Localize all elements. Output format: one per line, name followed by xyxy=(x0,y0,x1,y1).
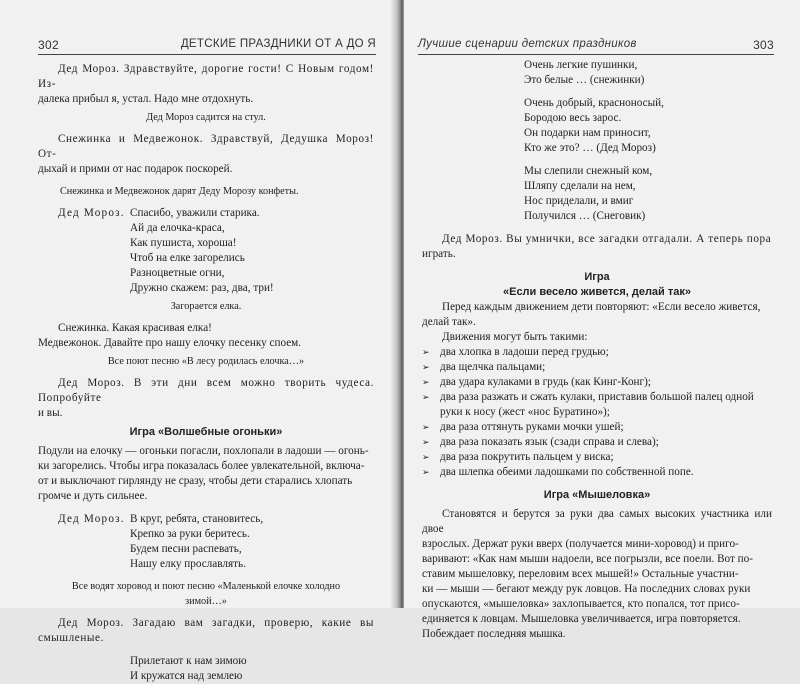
left-page xyxy=(0,0,398,682)
verse-line: Разноцветные огни, xyxy=(130,267,225,279)
stage-direction: Все поют песню «В лесу родилась елочка…» xyxy=(107,356,305,367)
verse-line: Будем песни распевать, xyxy=(130,543,242,555)
running-title: Лучшие сценарии детских праздников xyxy=(418,38,637,50)
text-line: Дед Мороз. В эти дни всем можно творить чудеса. Попробуйте xyxy=(38,377,374,404)
page-number: 303 xyxy=(753,38,774,52)
verse-line: И кружатся над землею xyxy=(130,670,243,682)
page-number: 302 xyxy=(38,38,59,52)
list-item: ➢ два раза покрутить пальцем у виска; xyxy=(422,450,772,465)
text-line: ки — мыши — бегают между рук ловцов. На последних словах руки xyxy=(422,583,751,595)
text-line: Снежинка. Какая красивая елка! xyxy=(58,322,212,334)
stage-direction: зимой…» xyxy=(185,596,227,607)
section-heading: Игра «Мышеловка» xyxy=(543,489,651,501)
verse-line: Прилетают к нам зимою xyxy=(130,655,247,667)
list-item: ➢ два щелчка пальцами; xyxy=(422,360,772,375)
running-title: ДЕТСКИЕ ПРАЗДНИКИ ОТ А ДО Я xyxy=(180,38,376,50)
section-heading: Игра «Волшебные огоньки» xyxy=(129,426,283,438)
right-body xyxy=(422,58,772,642)
text-line: взрослых. Держат руки вверх (получается мини-хоровод) и приго- xyxy=(422,538,739,550)
text-line: Перед каждым движением дети повторяют: «Если весело живется, xyxy=(442,301,761,313)
left-body xyxy=(38,62,374,684)
verse-line: Спасибо, уважили старика. xyxy=(130,207,260,219)
verse-line: Это белые … (снежинки) xyxy=(524,74,645,86)
speaker: Дед Мороз. xyxy=(58,207,125,219)
section-heading: «Если весело живется, делай так» xyxy=(502,286,691,298)
text-line: Дед Мороз. Вы умнички, все загадки отгадали. А теперь пора xyxy=(442,233,772,245)
text-line: Подули на елочку — огоньки погасли, похлопали в ладоши — огонь- xyxy=(38,445,369,457)
stage-direction: Снежинка и Медвежонок дарят Деду Морозу конфеты. xyxy=(60,186,299,197)
list-item: ➢ два хлопка в ладоши перед грудью; xyxy=(422,345,772,360)
stage-direction: Дед Мороз садится на стул. xyxy=(146,112,266,123)
list-item: ➢ два раза разжать и сжать кулаки, приставив большой палец одной xyxy=(422,390,772,405)
verse-line: Мы слепили снежный ком, xyxy=(524,165,653,177)
verse-line: Бородою весь зарос. xyxy=(524,112,622,124)
text-line: Дед Мороз. Загадаю вам загадки, проверю, какие вы смышленые. xyxy=(38,617,374,644)
text-line: Снежинка и Медвежонок. Здравствуй, Дедушка Мороз! От- xyxy=(38,133,374,160)
list-item: ➢ два удара кулаками в грудь (как Кинг-Конг); xyxy=(422,375,772,390)
text-line: и вы. xyxy=(38,407,63,419)
text-line: играть. xyxy=(422,248,456,260)
speaker: Дед Мороз. xyxy=(58,513,125,525)
stage-direction: Загорается елка. xyxy=(170,301,242,312)
verse-line: Кто же это? … (Дед Мороз) xyxy=(524,142,656,154)
verse-line: Очень легкие пушинки, xyxy=(524,59,638,71)
verse-line: Он подарки нам приносит, xyxy=(524,127,651,139)
text-line: далека прибыл я, устал. Надо мне отдохнуть. xyxy=(38,93,254,105)
text-line: Дед Мороз. Здравствуйте, дорогие гости! С Новым годом! Из- xyxy=(38,63,374,90)
verse-line: Ай да елочка-краса, xyxy=(130,222,225,234)
stage-direction: Все водят хоровод и поют песню «Маленькой елочке холодно xyxy=(71,581,341,592)
verse-line: Нашу елку прославлять. xyxy=(130,558,246,570)
text-line: дыхай и прими от нас подарок поскорей. xyxy=(38,163,233,175)
list-item: ➢ два шлепка обеими ладошками по собственной попе. xyxy=(422,465,772,480)
verse-line: Шляпу сделали на нем, xyxy=(524,180,636,192)
verse-line: В круг, ребята, становитесь, xyxy=(130,513,264,525)
list-item: ➢ два раза показать язык (сзади справа и слева); xyxy=(422,435,772,450)
verse-line: Дружно скажем: раз, два, три! xyxy=(130,282,274,294)
verse-line: Нос приделали, и вмиг xyxy=(524,195,634,207)
text-line: Движения могут быть такими: xyxy=(442,331,588,343)
right-page xyxy=(404,0,800,640)
text-line: опускаются, «мышеловка» захлопывается, кто попался, тот присо- xyxy=(422,598,740,610)
verse-line: Чтоб на елке загорелись xyxy=(130,252,245,264)
text-line: ки загорелись. Чтобы игра показалась более увлекательной, включа- xyxy=(38,460,365,472)
text-line: громче и дуть сильнее. xyxy=(38,490,148,502)
verse-line: Как пушиста, хороша! xyxy=(130,237,237,249)
text-line: Становятся и берутся за руки два самых высоких участника или двое xyxy=(422,508,772,535)
text-line: делай так». xyxy=(422,316,476,328)
text-line: варивают: «Как нам мыши надоели, все погрызли, все поели. Вот по- xyxy=(422,553,753,565)
verse-line: Крепко за руки беритесь. xyxy=(130,528,250,540)
text-line: ставим мышеловку, переловим всех мышей!» Остальные участни- xyxy=(422,568,739,580)
movement-list xyxy=(422,345,772,480)
text-line: от и выключают гирлянду не сразу, чтобы дети старались хлопать xyxy=(38,475,353,487)
section-heading: Игра xyxy=(584,271,610,283)
left-header xyxy=(38,38,376,55)
list-item-continuation: руки к носу (жест «нос Буратино»); xyxy=(440,406,610,418)
verse-line: Очень добрый, красноносый, xyxy=(524,97,664,109)
text-line: Побеждает последняя мышка. xyxy=(422,628,566,640)
list-item: ➢ два раза оттянуть руками мочки ушей; xyxy=(422,420,772,435)
text-line: единяется к ловцам. Мышеловка увеличивается, игра повторяется. xyxy=(422,613,741,625)
right-header xyxy=(418,38,774,55)
verse-line: Получился … (Снеговик) xyxy=(524,210,646,222)
text-line: Медвежонок. Давайте про нашу елочку песенку споем. xyxy=(38,337,302,349)
